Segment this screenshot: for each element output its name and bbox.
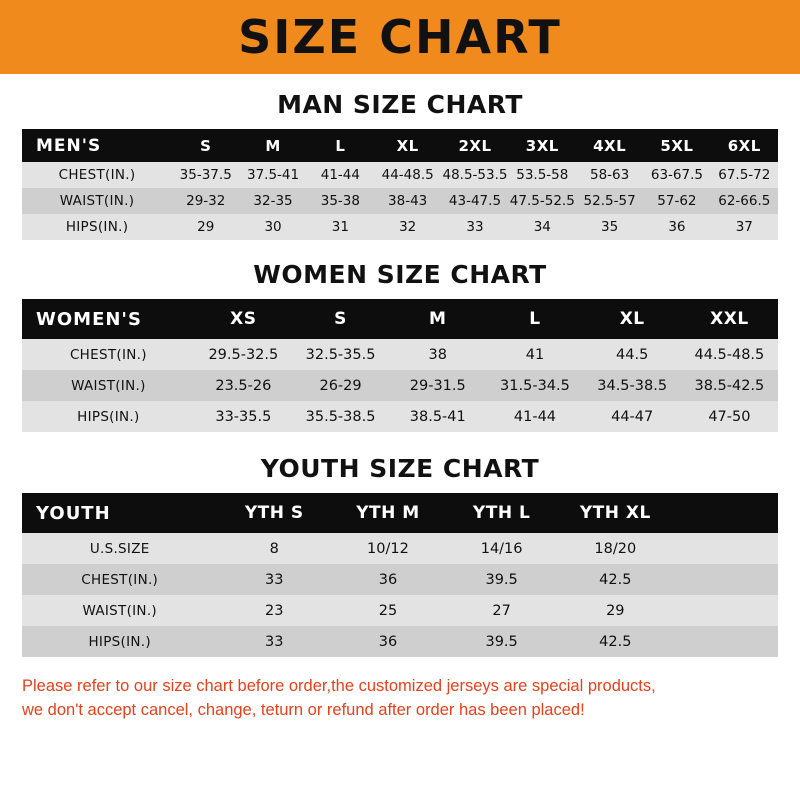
men-header-label: MEN'S [36,135,102,156]
men-col-3xl: 3XL [525,136,559,155]
youth-row-ussize-label: U.S.SIZE [89,540,150,557]
women-hips-xs: 33-35.5 [215,408,272,425]
youth-row-hips-label: HIPS(IN.) [88,633,151,650]
men-chest-2xl: 48.5-53.5 [442,167,508,183]
men-chest-6xl: 67.5-72 [718,167,771,183]
youth-table-head [22,493,778,533]
men-chest-l: 41-44 [320,167,360,183]
youth-hips-m: 36 [378,633,398,650]
youth-chest-xl: 42.5 [599,571,632,588]
youth-hips-xl: 42.5 [599,633,632,650]
youth-col-xl: YTH XL [579,503,651,523]
men-chest-5xl: 63-67.5 [650,167,703,183]
youth-section-title: YOUTH SIZE CHART [260,454,540,483]
men-table-body [22,162,778,240]
men-col-s: S [200,136,212,155]
women-chest-xxl: 44.5-48.5 [694,346,765,363]
table-row [22,188,778,214]
men-hips-m: 30 [264,219,282,235]
youth-ussize-m: 10/12 [367,540,409,557]
men-col-l: L [335,136,346,155]
youth-col-m: YTH M [356,503,420,523]
women-waist-l: 31.5-34.5 [500,377,570,394]
footer-note-line2: we don't accept cancel, change, teturn or refund after order has been placed! [22,700,585,719]
youth-row-chest-label: CHEST(IN.) [81,571,159,588]
women-hips-xxl: 47-50 [708,408,751,425]
women-waist-xxl: 38.5-42.5 [694,377,765,394]
women-waist-xl: 34.5-38.5 [597,377,668,394]
women-col-l: L [529,309,541,329]
women-header-label: WOMEN'S [36,308,142,330]
youth-waist-xl: 29 [606,602,625,619]
youth-ussize-xl: 18/20 [594,540,637,557]
women-hips-l: 41-44 [513,408,557,425]
youth-hips-l: 39.5 [485,633,518,650]
youth-size-table [22,493,778,657]
men-col-6xl: 6XL [727,136,761,155]
men-row-chest-label: CHEST(IN.) [58,167,136,183]
footer-note [22,675,778,723]
table-row [22,214,778,240]
men-waist-3xl: 47.5-52.5 [509,193,575,209]
men-size-table [22,129,778,240]
women-table-body [22,339,778,432]
men-hips-xl: 32 [399,219,417,235]
youth-header-row [22,493,778,533]
men-hips-6xl: 37 [735,219,753,235]
youth-chest-l: 39.5 [485,571,518,588]
youth-chest-spacer [672,564,778,595]
men-chest-3xl: 53.5-58 [516,167,569,183]
youth-header-label: YOUTH [36,502,111,524]
men-waist-6xl: 62-66.5 [718,193,771,209]
table-row [22,595,778,626]
women-col-m: M [429,309,447,329]
youth-col-l: YTH L [472,503,531,523]
men-waist-s: 29-32 [186,193,226,209]
men-chest-4xl: 58-63 [589,167,630,183]
men-chest-m: 37.5-41 [246,167,300,183]
men-hips-4xl: 35 [601,219,619,235]
men-chest-s: 35-37.5 [179,167,232,183]
women-size-table [22,299,778,432]
women-row-chest-label: CHEST(IN.) [69,346,147,363]
youth-row-waist-label: WAIST(IN.) [82,602,157,619]
men-col-2xl: 2XL [458,136,492,155]
women-row-waist-label: WAIST(IN.) [71,377,146,394]
table-row [22,533,778,564]
women-waist-s: 26-29 [319,377,362,394]
women-chest-xl: 44.5 [616,346,649,363]
youth-waist-spacer [672,595,778,626]
men-col-xl: XL [396,136,419,155]
youth-chest-s: 33 [265,571,284,588]
men-waist-xl: 38-43 [388,193,428,209]
women-col-s: S [334,309,347,329]
table-row [22,370,778,401]
women-header-row [22,299,778,339]
men-row-hips-label: HIPS(IN.) [65,219,129,235]
table-row [22,626,778,657]
men-hips-l: 31 [331,219,349,235]
men-col-m: M [265,136,281,155]
women-col-xl: XL [619,309,645,329]
women-chest-s: 32.5-35.5 [305,346,376,363]
men-waist-4xl: 52.5-57 [583,193,636,209]
youth-ussize-s: 8 [269,540,279,557]
header-left-accent-bar [0,0,22,74]
men-chest-xl: 44-48.5 [381,167,434,183]
youth-ussize-spacer [672,533,778,564]
page-header [22,0,778,74]
women-hips-xl: 44-47 [611,408,654,425]
men-waist-l: 35-38 [320,193,360,209]
men-waist-2xl: 43-47.5 [448,193,502,209]
header-right-accent-bar [778,0,800,74]
men-header-row [22,129,778,162]
women-chest-xs: 29.5-32.5 [208,346,279,363]
women-section-title: WOMEN SIZE CHART [253,260,547,289]
youth-waist-l: 27 [492,602,511,619]
youth-waist-s: 23 [265,602,284,619]
men-hips-s: 29 [197,219,215,235]
footer-note-line1: Please refer to our size chart before order,the customized jerseys are special products, [22,677,656,695]
youth-col-spacer [672,493,778,533]
youth-col-s: YTH S [244,503,304,523]
women-col-xs: XS [230,309,257,329]
women-chest-m: 38 [428,346,447,363]
men-hips-5xl: 36 [668,219,686,235]
women-waist-xs: 23.5-26 [215,377,272,394]
men-hips-2xl: 33 [466,219,484,235]
men-hips-3xl: 34 [533,219,551,235]
table-row [22,162,778,188]
chart-content [0,74,800,800]
youth-table-body [22,533,778,657]
men-col-4xl: 4XL [593,136,627,155]
men-waist-m: 32-35 [253,193,293,209]
women-chest-l: 41 [525,346,545,363]
youth-hips-s: 33 [265,633,284,650]
men-col-5xl: 5XL [660,136,694,155]
men-row-waist-label: WAIST(IN.) [59,193,135,209]
youth-ussize-l: 14/16 [480,540,523,557]
table-row [22,401,778,432]
women-waist-m: 29-31.5 [409,377,466,394]
youth-chest-m: 36 [378,571,398,588]
women-hips-s: 35.5-38.5 [305,408,376,425]
page-title: SIZE CHART [238,10,562,64]
table-row [22,339,778,370]
men-waist-5xl: 57-62 [657,193,697,209]
men-section-title: MAN SIZE CHART [277,90,523,119]
women-col-xxl: XXL [710,309,749,329]
youth-hips-spacer [672,626,778,657]
women-table-head [22,299,778,339]
table-row [22,564,778,595]
women-row-hips-label: HIPS(IN.) [77,408,140,425]
men-table-head [22,129,778,162]
youth-waist-m: 25 [378,602,398,619]
women-hips-m: 38.5-41 [409,408,466,425]
